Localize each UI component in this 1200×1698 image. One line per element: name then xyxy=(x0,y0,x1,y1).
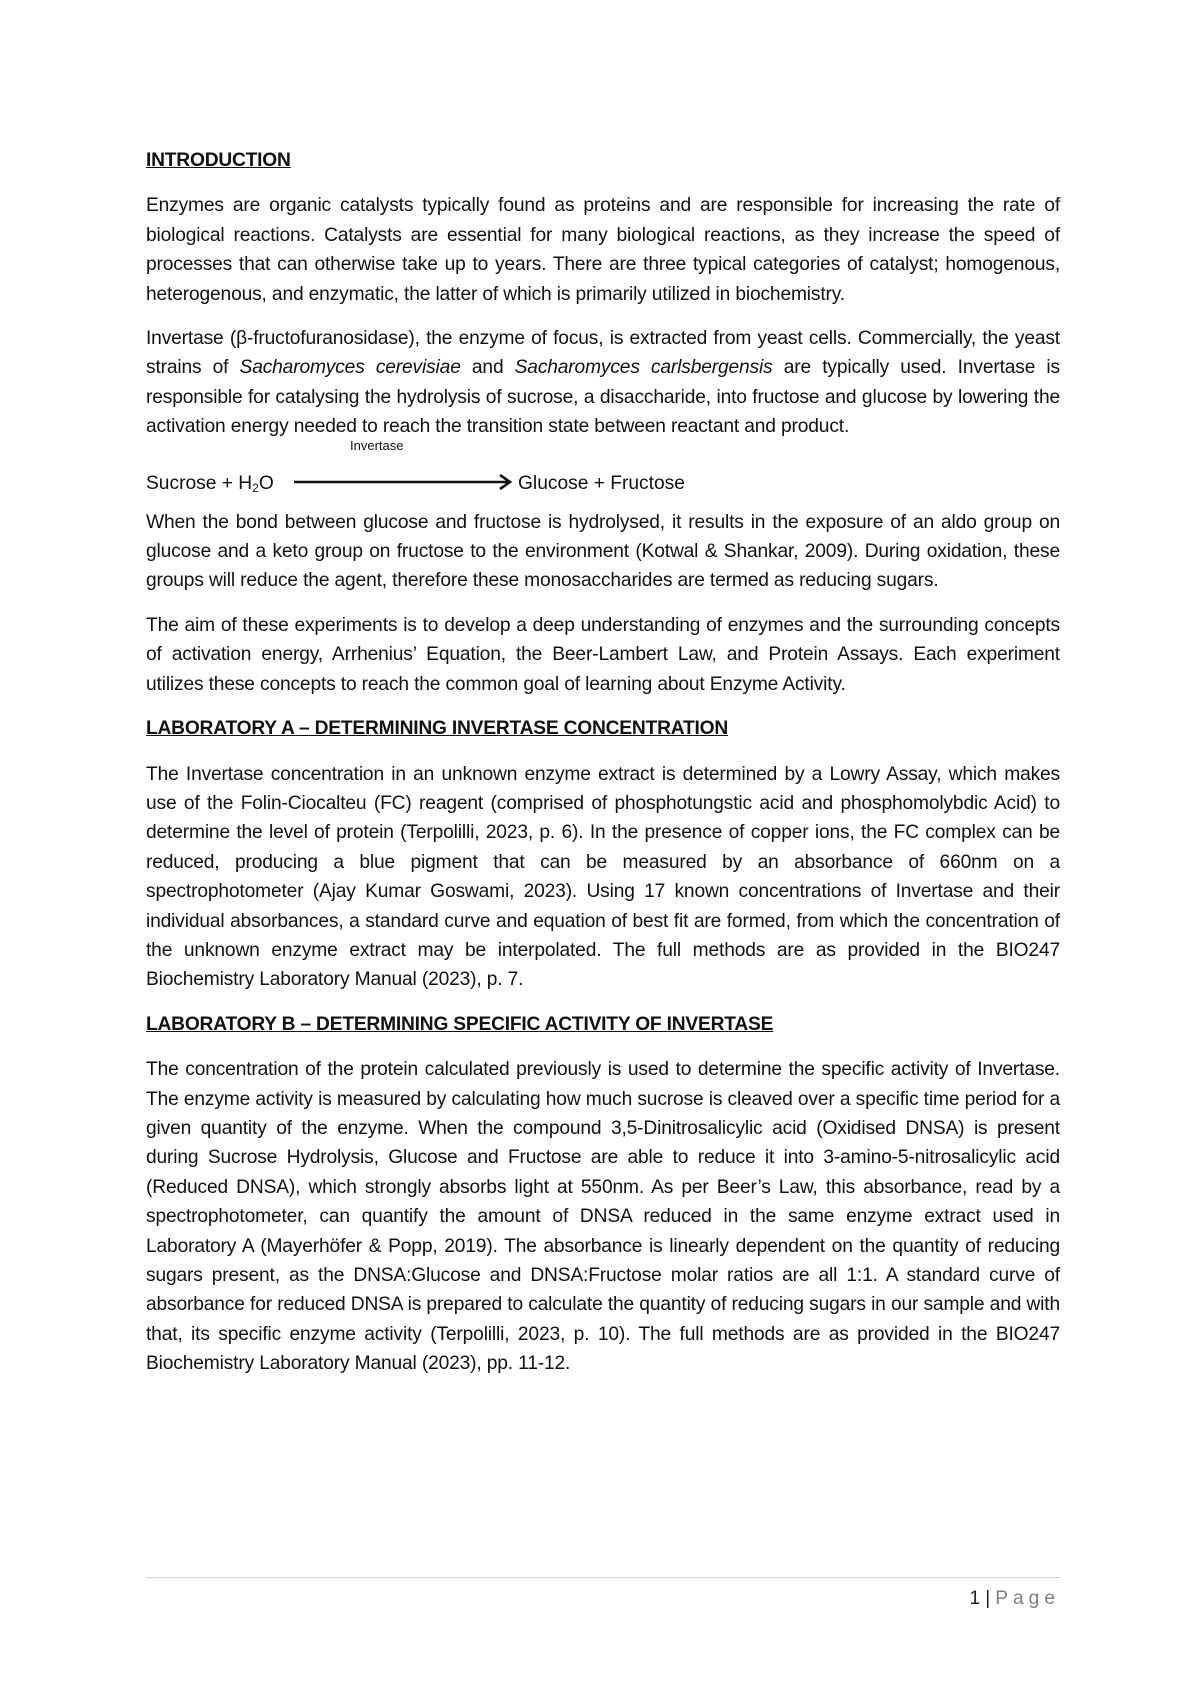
page-label: Page xyxy=(995,1588,1060,1609)
laboratory-a-heading: LABORATORY A – DETERMINING INVERTASE CONCENTRATION xyxy=(146,718,728,740)
page-footer xyxy=(970,1586,1060,1612)
laboratory-b-paragraph: The concentration of the protein calculated previously is used to determine the specific activity of Invertase. The enzyme activity is measured by calculating how much sucrose is cleaved over a specific time period for a given quantity of the enzyme. When the compound 3,5-Dinitrosalicylic acid (Oxidised DNSA) is present during Sucrose Hydrolysis, Glucose and Fructose are able to reduce it into 3-amino-5-nitrosalicylic acid (Reduced DNSA), which strongly absorbs light at 550nm. As per Beer’s Law, this absorbance, read by a spectrophotometer, can quantify the amount of DNSA reduced in the same enzyme extract used in Laboratory A (Mayerhöfer & Popp, 2019). The absorbance is linearly dependent on the quantity of reducing sugars present, as the DNSA:Glucose and DNSA:Fructose molar ratios are all 1:1. A standard curve of absorbance for reduced DNSA is prepared to calculate the quantity of reducing sugars in our sample and with that, its specific enzyme activity (Terpolilli, 2023, p. 10). The full methods are as provided in the BIO247 Biochemistry Laboratory Manual (2023), pp. 11-12. xyxy=(146,1059,1060,1375)
equation-reactants-suffix: O xyxy=(258,472,274,494)
laboratory-b-heading: LABORATORY B – DETERMINING SPECIFIC ACTIVITY OF INVERTASE xyxy=(146,1013,774,1035)
species-name-1: Sacharomyces cerevisiae xyxy=(239,357,461,379)
reaction-arrow-icon xyxy=(294,471,518,493)
equation-enzyme-label: Invertase xyxy=(350,437,404,453)
intro-paragraph-2-and: and xyxy=(460,357,515,379)
equation-products: Glucose + Fructose xyxy=(518,472,685,494)
intro-paragraph-2-text-b: are typically used. Invertase is responsible for catalysing the hydrolysis of sucrose, a disaccharide, into fructose and glucose by lowering the activation energy needed to reach the transition state between reactant and product. xyxy=(146,357,1060,438)
intro-paragraph-3: When the bond between glucose and fructose is hydrolysed, it results in the exposure of an aldo group on glucose and a keto group on fructose to the environment (Kotwal & Shankar, 2009). During oxidation, these groups will reduce the agent, therefore these monosaccharides are termed as reducing sugars. xyxy=(146,511,1060,592)
document-body xyxy=(146,146,1060,1379)
introduction-heading: INTRODUCTION xyxy=(146,150,291,171)
intro-paragraph-2-text-a: Invertase (β-fructofuranosidase), the enzyme of focus, is extracted from yeast cells. Commercially, the yeast strains of xyxy=(146,328,1060,379)
equation-reactants-prefix: Sucrose + H xyxy=(146,472,253,494)
intro-paragraph-1: Enzymes are organic catalysts typically found as proteins and are responsible for increasing the rate of biological reactions. Catalysts are essential for many biological reactions, as they increase the speed of processes that can otherwise take up to years. There are three typical categories of catalyst; homogenous, heterogenous, and enzymatic, the latter of which is primarily utilized in biochemistry. xyxy=(146,195,1060,305)
reaction-equation xyxy=(146,438,1060,508)
laboratory-a-paragraph: The Invertase concentration in an unknown enzyme extract is determined by a Lowry Assay, which makes use of the Folin-Ciocalteu (FC) reagent (comprised of phosphotungstic acid and phosphomolybdic Acid) to determine the level of protein (Terpolilli, 2023, p. 6). In the presence of copper ions, the FC complex can be reduced, producing a blue pigment that can be measured by an absorbance of 660nm on a spectrophotometer (Ajay Kumar Goswami, 2023). Using 17 known concentrations of Invertase and their individual absorbances, a standard curve and equation of best fit are formed, from which the concentration of the unknown enzyme extract may be interpolated. The full methods are as provided in the BIO247 Biochemistry Laboratory Manual (2023), p. 7. xyxy=(146,763,1060,991)
footer-divider xyxy=(146,1577,1060,1578)
intro-paragraph-4: The aim of these experiments is to develop a deep understanding of enzymes and the surrounding concepts of activation energy, Arrhenius’ Equation, the Beer-Lambert Law, and Protein Assays. Each experiment utilizes these concepts to reach the common goal of learning about Enzyme Activity. xyxy=(146,614,1060,695)
footer-separator: | xyxy=(985,1588,991,1609)
intro-paragraph-2 xyxy=(146,324,1060,442)
equation-reactants xyxy=(146,469,274,498)
page-number: 1 xyxy=(969,1588,981,1609)
equation-subscript: 2 xyxy=(252,480,259,495)
species-name-2: Sacharomyces carlsbergensis xyxy=(514,357,773,379)
